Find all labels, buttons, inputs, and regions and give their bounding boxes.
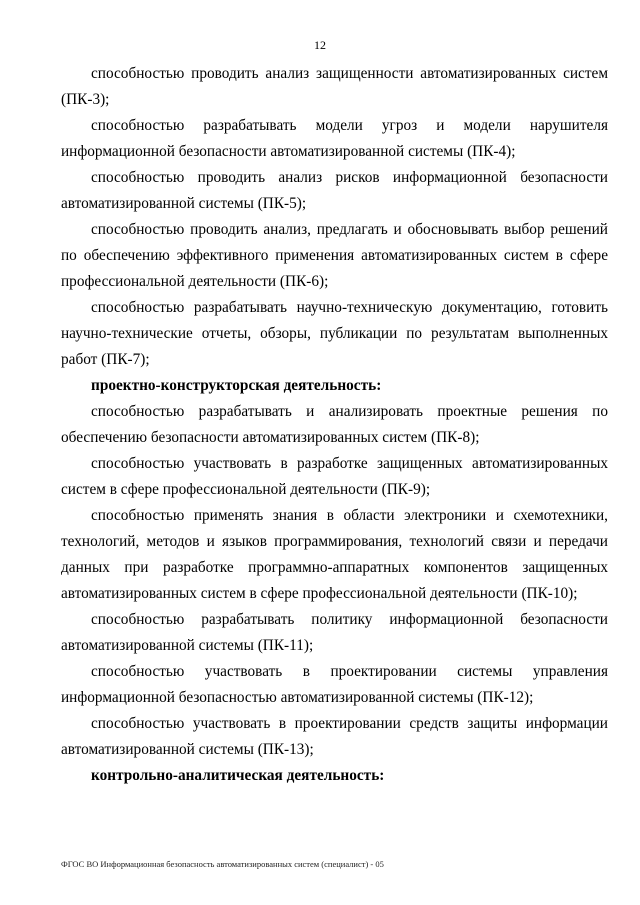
section-heading-design: проектно-конструкторская деятельность: <box>91 377 382 394</box>
document-body <box>61 61 608 789</box>
paragraph-pk10: способностью применять знания в области электроники и схемотехники, технологий, методов и языков программирования, технологий связи и передачи данных при разработке программно-аппаратных компонентов защищенных автоматизированных систем в сфере профессиональной деятельности (ПК-10); <box>61 507 608 602</box>
paragraph-pk12: способностью участвовать в проектировании системы управления информационной безопасностью автоматизированной системы (ПК-12); <box>61 663 608 706</box>
paragraph-pk3: способностью проводить анализ защищенности автоматизированных систем (ПК-3); <box>61 65 608 108</box>
paragraph-pk13: способностью участвовать в проектировании средств защиты информации автоматизированной системы (ПК-13); <box>61 715 608 758</box>
page-number: 12 <box>314 38 326 52</box>
paragraph-pk8: способностью разрабатывать и анализировать проектные решения по обеспечению безопасности автоматизированных систем (ПК-8); <box>61 403 608 446</box>
paragraph-pk9: способностью участвовать в разработке защищенных автоматизированных систем в сфере профессиональной деятельности (ПК-9); <box>61 455 608 498</box>
paragraph-pk11: способностью разрабатывать политику информационной безопасности автоматизированной системы (ПК-11); <box>61 611 608 654</box>
section-heading-control: контрольно-аналитическая деятельность: <box>91 767 385 784</box>
paragraph-pk7: способностью разрабатывать научно-техническую документацию, готовить научно-технические отчеты, обзоры, публикации по результатам выполненных работ (ПК-7); <box>61 299 608 368</box>
paragraph-pk5: способностью проводить анализ рисков информационной безопасности автоматизированной системы (ПК-5); <box>61 169 608 212</box>
paragraph-pk4: способностью разрабатывать модели угроз и модели нарушителя информационной безопасности автоматизированной системы (ПК-4); <box>61 117 608 160</box>
page-footer: ФГОС ВО Информационная безопасность автоматизированных систем (специалист) - 05 <box>61 859 384 869</box>
paragraph-pk6: способностью проводить анализ, предлагать и обосновывать выбор решений по обеспечению эффективного применения автоматизированных систем в сфере профессиональной деятельности (ПК-6); <box>61 221 608 290</box>
